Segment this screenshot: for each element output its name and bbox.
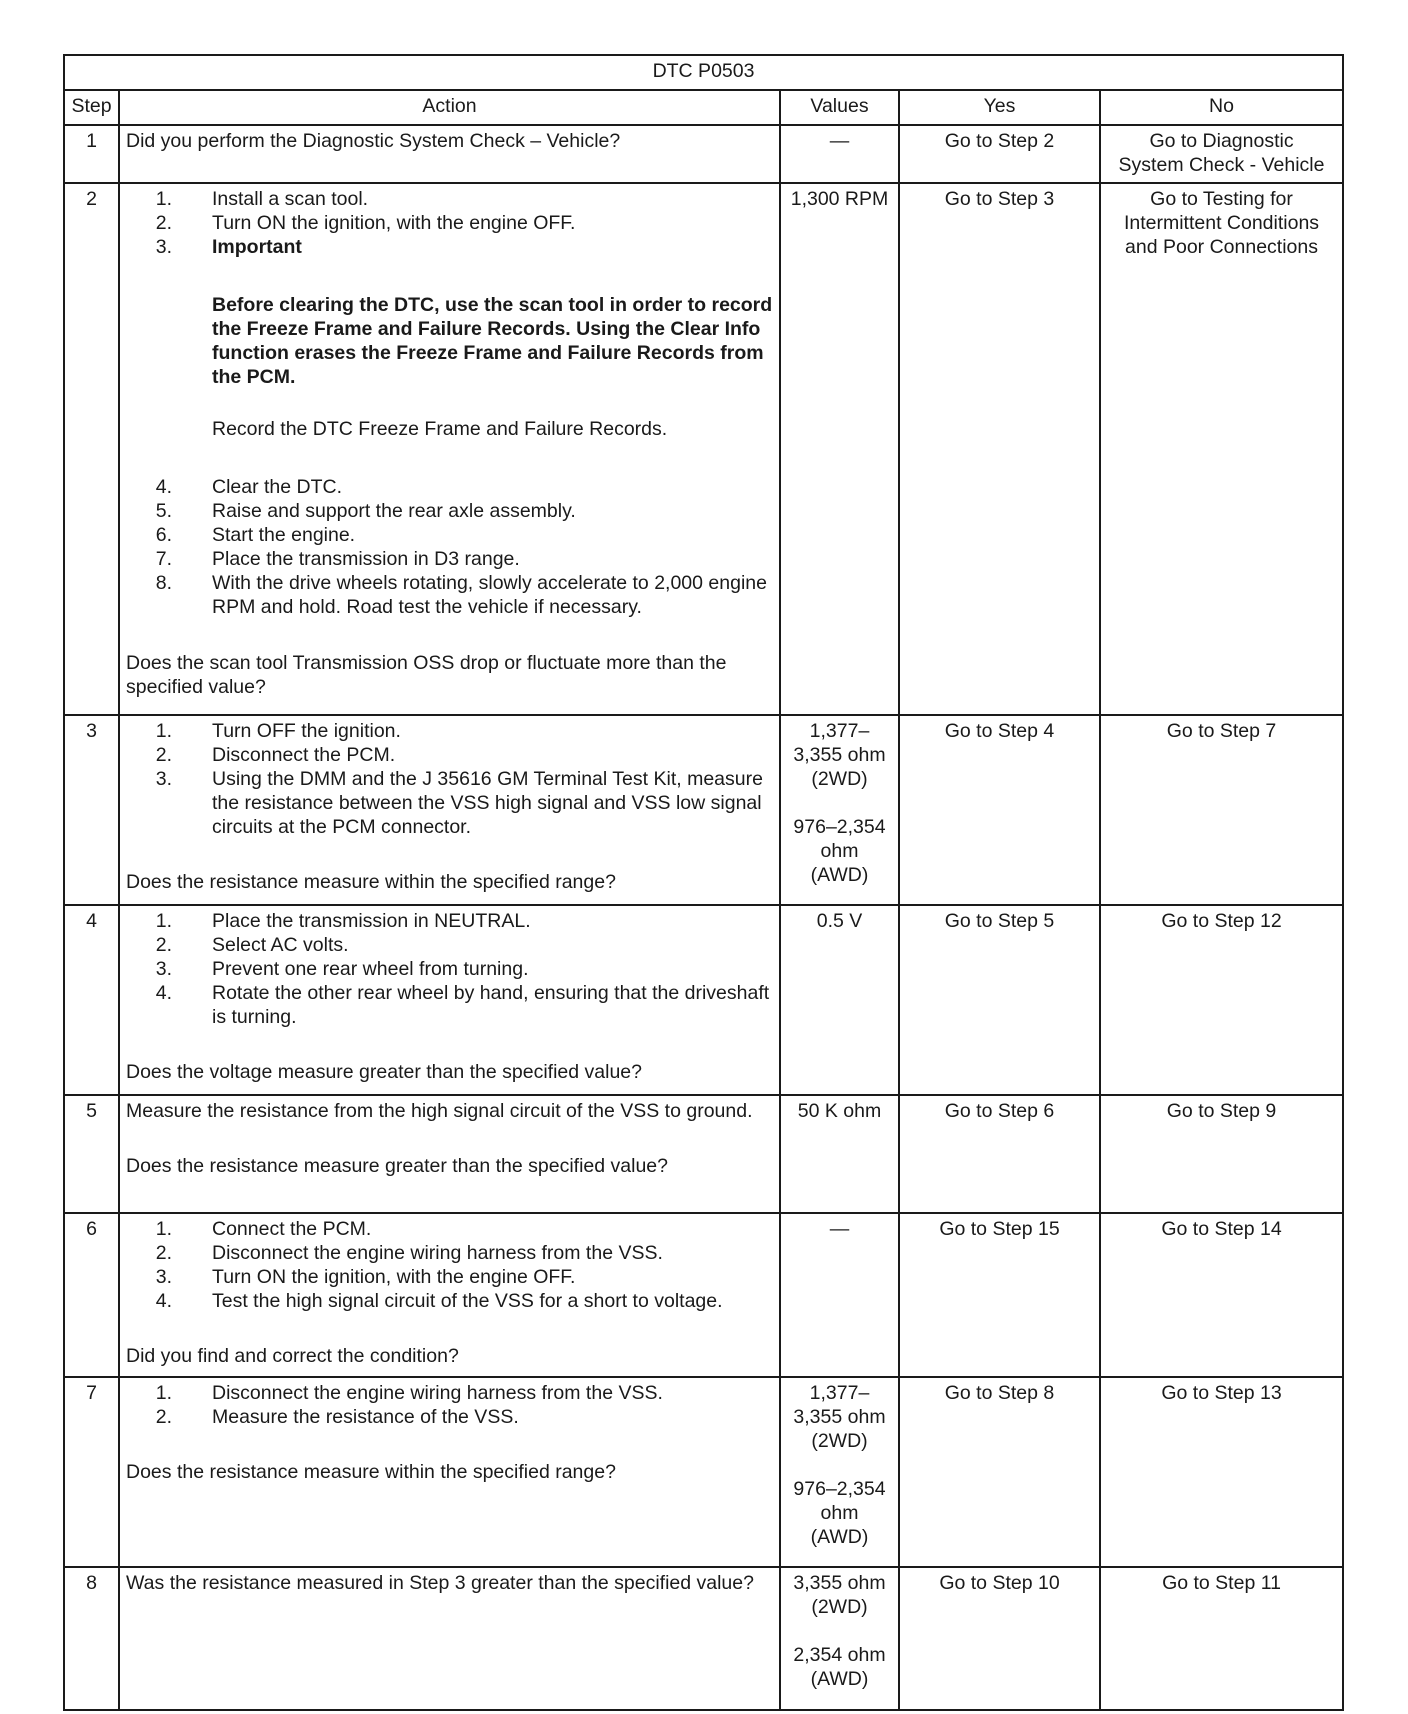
step-number: 4 xyxy=(64,905,119,1095)
value-line: 1,300 RPM xyxy=(790,188,889,210)
list-item xyxy=(126,1265,773,1289)
item-number: 7. xyxy=(155,548,172,570)
value-line: 3,355 ohm xyxy=(793,744,886,766)
item-number: 1. xyxy=(155,910,172,932)
no-cell: Go to Step 13 xyxy=(1100,1377,1343,1567)
table-row xyxy=(64,1567,1343,1710)
no-cell: Go to Step 7 xyxy=(1100,715,1343,905)
list-item xyxy=(126,211,773,235)
list-item xyxy=(126,1381,773,1405)
value-line: — xyxy=(829,1218,850,1240)
important-label: Important xyxy=(212,236,302,258)
list-item xyxy=(126,547,773,571)
list-item xyxy=(126,1405,773,1429)
item-number: 2. xyxy=(155,934,172,956)
table-row xyxy=(64,1095,1343,1213)
item-text: Measure the resistance of the VSS. xyxy=(212,1406,519,1428)
value-line: (AWD) xyxy=(810,1526,869,1548)
header-action: Action xyxy=(119,90,780,125)
list-item xyxy=(126,571,773,619)
yes-cell: Go to Step 6 xyxy=(899,1095,1100,1213)
value-line: (AWD) xyxy=(810,1668,869,1690)
no-line: System Check - Vehicle xyxy=(1118,154,1325,176)
item-number: 1. xyxy=(155,1218,172,1240)
action-question: Did you perform the Diagnostic System Check – Vehicle? xyxy=(126,130,621,152)
values-cell xyxy=(780,715,899,905)
table-row xyxy=(64,1213,1343,1377)
yes-cell: Go to Step 15 xyxy=(899,1213,1100,1377)
list-item xyxy=(126,933,773,957)
item-text: Prevent one rear wheel from turning. xyxy=(212,958,529,980)
action-cell xyxy=(119,125,780,183)
table-row xyxy=(64,183,1343,715)
item-number: 1. xyxy=(155,1382,172,1404)
procedure-list xyxy=(126,719,773,839)
item-number: 5. xyxy=(155,500,172,522)
header-step: Step xyxy=(64,90,119,125)
header-values: Values xyxy=(780,90,899,125)
item-number: 3. xyxy=(155,236,172,258)
item-number: 2. xyxy=(155,212,172,234)
action-question: Did you find and correct the condition? xyxy=(126,1345,459,1367)
value-line: 1,377– xyxy=(809,1382,870,1404)
record-note: Record the DTC Freeze Frame and Failure Records. xyxy=(212,418,668,440)
values-cell xyxy=(780,1567,899,1710)
step-number: 6 xyxy=(64,1213,119,1377)
item-text: Turn ON the ignition, with the engine OFF. xyxy=(212,212,576,234)
table-row xyxy=(64,1377,1343,1567)
action-question: Does the resistance measure within the specified range? xyxy=(126,871,616,893)
item-text: Disconnect the engine wiring harness from the VSS. xyxy=(212,1242,663,1264)
action-cell xyxy=(119,715,780,905)
list-item xyxy=(126,499,773,523)
item-number: 2. xyxy=(155,1242,172,1264)
list-item xyxy=(126,743,773,767)
action-cell xyxy=(119,183,780,715)
item-text: Install a scan tool. xyxy=(212,188,369,210)
value-line: ohm xyxy=(820,840,859,862)
yes-cell: Go to Step 10 xyxy=(899,1567,1100,1710)
yes-cell: Go to Step 2 xyxy=(899,125,1100,183)
procedure-list xyxy=(126,187,773,259)
item-number: 3. xyxy=(155,958,172,980)
item-text: Place the transmission in D3 range. xyxy=(212,548,520,570)
procedure-list xyxy=(126,909,773,1029)
list-item xyxy=(126,981,773,1029)
item-number: 2. xyxy=(155,744,172,766)
step-number: 2 xyxy=(64,183,119,715)
item-number: 3. xyxy=(155,768,172,790)
list-item xyxy=(126,909,773,933)
header-row xyxy=(64,90,1343,125)
header-yes: Yes xyxy=(899,90,1100,125)
list-item xyxy=(126,1217,773,1241)
item-number: 4. xyxy=(155,476,172,498)
item-text: Clear the DTC. xyxy=(212,476,343,498)
item-number: 2. xyxy=(155,1406,172,1428)
procedure-list xyxy=(126,1217,773,1313)
table-row xyxy=(64,715,1343,905)
table-row xyxy=(64,125,1343,183)
action-cell xyxy=(119,1377,780,1567)
procedure-list xyxy=(126,1381,773,1429)
value-line: (2WD) xyxy=(811,768,868,790)
list-item xyxy=(126,187,773,211)
list-item xyxy=(126,1289,773,1313)
table-row xyxy=(64,905,1343,1095)
dtc-table xyxy=(63,54,1344,1711)
item-text: Disconnect the engine wiring harness from the VSS. xyxy=(212,1382,663,1404)
item-number: 8. xyxy=(155,572,172,594)
value-line: 3,355 ohm xyxy=(793,1572,886,1594)
no-cell: Go to Step 12 xyxy=(1100,905,1343,1095)
important-note: Before clearing the DTC, use the scan tool in order to record the Freeze Frame and Failure Records. Using the Clear Info function erases the Freeze Frame and Failure Records from the PCM. xyxy=(212,294,773,388)
value-line: (2WD) xyxy=(811,1596,868,1618)
title-row xyxy=(64,55,1343,90)
item-text: Turn OFF the ignition. xyxy=(212,720,401,742)
action-cell xyxy=(119,1213,780,1377)
list-item xyxy=(126,767,773,839)
values-cell xyxy=(780,905,899,1095)
item-number: 4. xyxy=(155,982,172,1004)
values-cell xyxy=(780,1213,899,1377)
item-text: Using the DMM and the J 35616 GM Terminal Test Kit, measure the resistance between the VSS high signal and VSS low signal circuits at the PCM connector. xyxy=(212,768,763,838)
item-number: 1. xyxy=(155,188,172,210)
action-question: Does the resistance measure greater than the specified value? xyxy=(126,1155,668,1177)
item-text: Test the high signal circuit of the VSS for a short to voltage. xyxy=(212,1290,723,1312)
item-text: Disconnect the PCM. xyxy=(212,744,396,766)
value-line: ohm xyxy=(820,1502,859,1524)
action-cell xyxy=(119,1567,780,1710)
action-instruction: Measure the resistance from the high signal circuit of the VSS to ground. xyxy=(126,1100,753,1122)
no-line: Go to Testing for xyxy=(1150,188,1293,210)
procedure-list xyxy=(126,475,773,619)
value-line: 1,377– xyxy=(809,720,870,742)
step-number: 1 xyxy=(64,125,119,183)
value-line: 3,355 ohm xyxy=(793,1406,886,1428)
item-text: Start the engine. xyxy=(212,524,356,546)
no-cell xyxy=(1100,183,1343,715)
action-cell xyxy=(119,905,780,1095)
list-item xyxy=(126,523,773,547)
value-line: — xyxy=(829,130,850,152)
item-number: 4. xyxy=(155,1290,172,1312)
no-line: and Poor Connections xyxy=(1125,236,1318,258)
item-number: 6. xyxy=(155,524,172,546)
yes-cell: Go to Step 4 xyxy=(899,715,1100,905)
item-text: Place the transmission in NEUTRAL. xyxy=(212,910,531,932)
values-cell xyxy=(780,183,899,715)
item-text: Raise and support the rear axle assembly. xyxy=(212,500,576,522)
action-question: Does the scan tool Transmission OSS drop or fluctuate more than the specified value? xyxy=(126,652,727,698)
values-cell xyxy=(780,1377,899,1567)
table-title: DTC P0503 xyxy=(64,55,1343,90)
step-number: 7 xyxy=(64,1377,119,1567)
value-line: 976–2,354 xyxy=(793,816,886,838)
yes-cell: Go to Step 3 xyxy=(899,183,1100,715)
action-question: Does the resistance measure within the specified range? xyxy=(126,1461,616,1483)
value-line: (2WD) xyxy=(811,1430,868,1452)
yes-cell: Go to Step 5 xyxy=(899,905,1100,1095)
step-number: 3 xyxy=(64,715,119,905)
value-line: 0.5 V xyxy=(816,910,863,932)
no-line: Intermittent Conditions xyxy=(1123,212,1320,234)
item-text: Select AC volts. xyxy=(212,934,349,956)
values-cell xyxy=(780,125,899,183)
value-line: 2,354 ohm xyxy=(793,1644,886,1666)
item-text: Turn ON the ignition, with the engine OFF. xyxy=(212,1266,576,1288)
value-line: (AWD) xyxy=(810,864,869,886)
no-cell: Go to Step 14 xyxy=(1100,1213,1343,1377)
item-text: Connect the PCM. xyxy=(212,1218,372,1240)
list-item xyxy=(126,475,773,499)
list-item xyxy=(126,957,773,981)
item-number: 3. xyxy=(155,1266,172,1288)
action-question: Does the voltage measure greater than the specified value? xyxy=(126,1061,642,1083)
value-line: 976–2,354 xyxy=(793,1478,886,1500)
no-line: Go to Diagnostic xyxy=(1149,130,1294,152)
list-item xyxy=(126,1241,773,1265)
no-cell: Go to Step 11 xyxy=(1100,1567,1343,1710)
step-number: 5 xyxy=(64,1095,119,1213)
yes-cell: Go to Step 8 xyxy=(899,1377,1100,1567)
step-number: 8 xyxy=(64,1567,119,1710)
action-cell xyxy=(119,1095,780,1213)
no-cell: Go to Step 9 xyxy=(1100,1095,1343,1213)
list-item xyxy=(126,235,773,259)
no-cell xyxy=(1100,125,1343,183)
value-line: 50 K ohm xyxy=(797,1100,882,1122)
list-item xyxy=(126,719,773,743)
values-cell xyxy=(780,1095,899,1213)
action-question: Was the resistance measured in Step 3 greater than the specified value? xyxy=(126,1572,754,1594)
item-text: With the drive wheels rotating, slowly accelerate to 2,000 engine RPM and hold. Road test the vehicle if necessary. xyxy=(212,572,767,618)
item-text: Rotate the other rear wheel by hand, ensuring that the driveshaft is turning. xyxy=(212,982,770,1028)
header-no: No xyxy=(1100,90,1343,125)
item-number: 1. xyxy=(155,720,172,742)
